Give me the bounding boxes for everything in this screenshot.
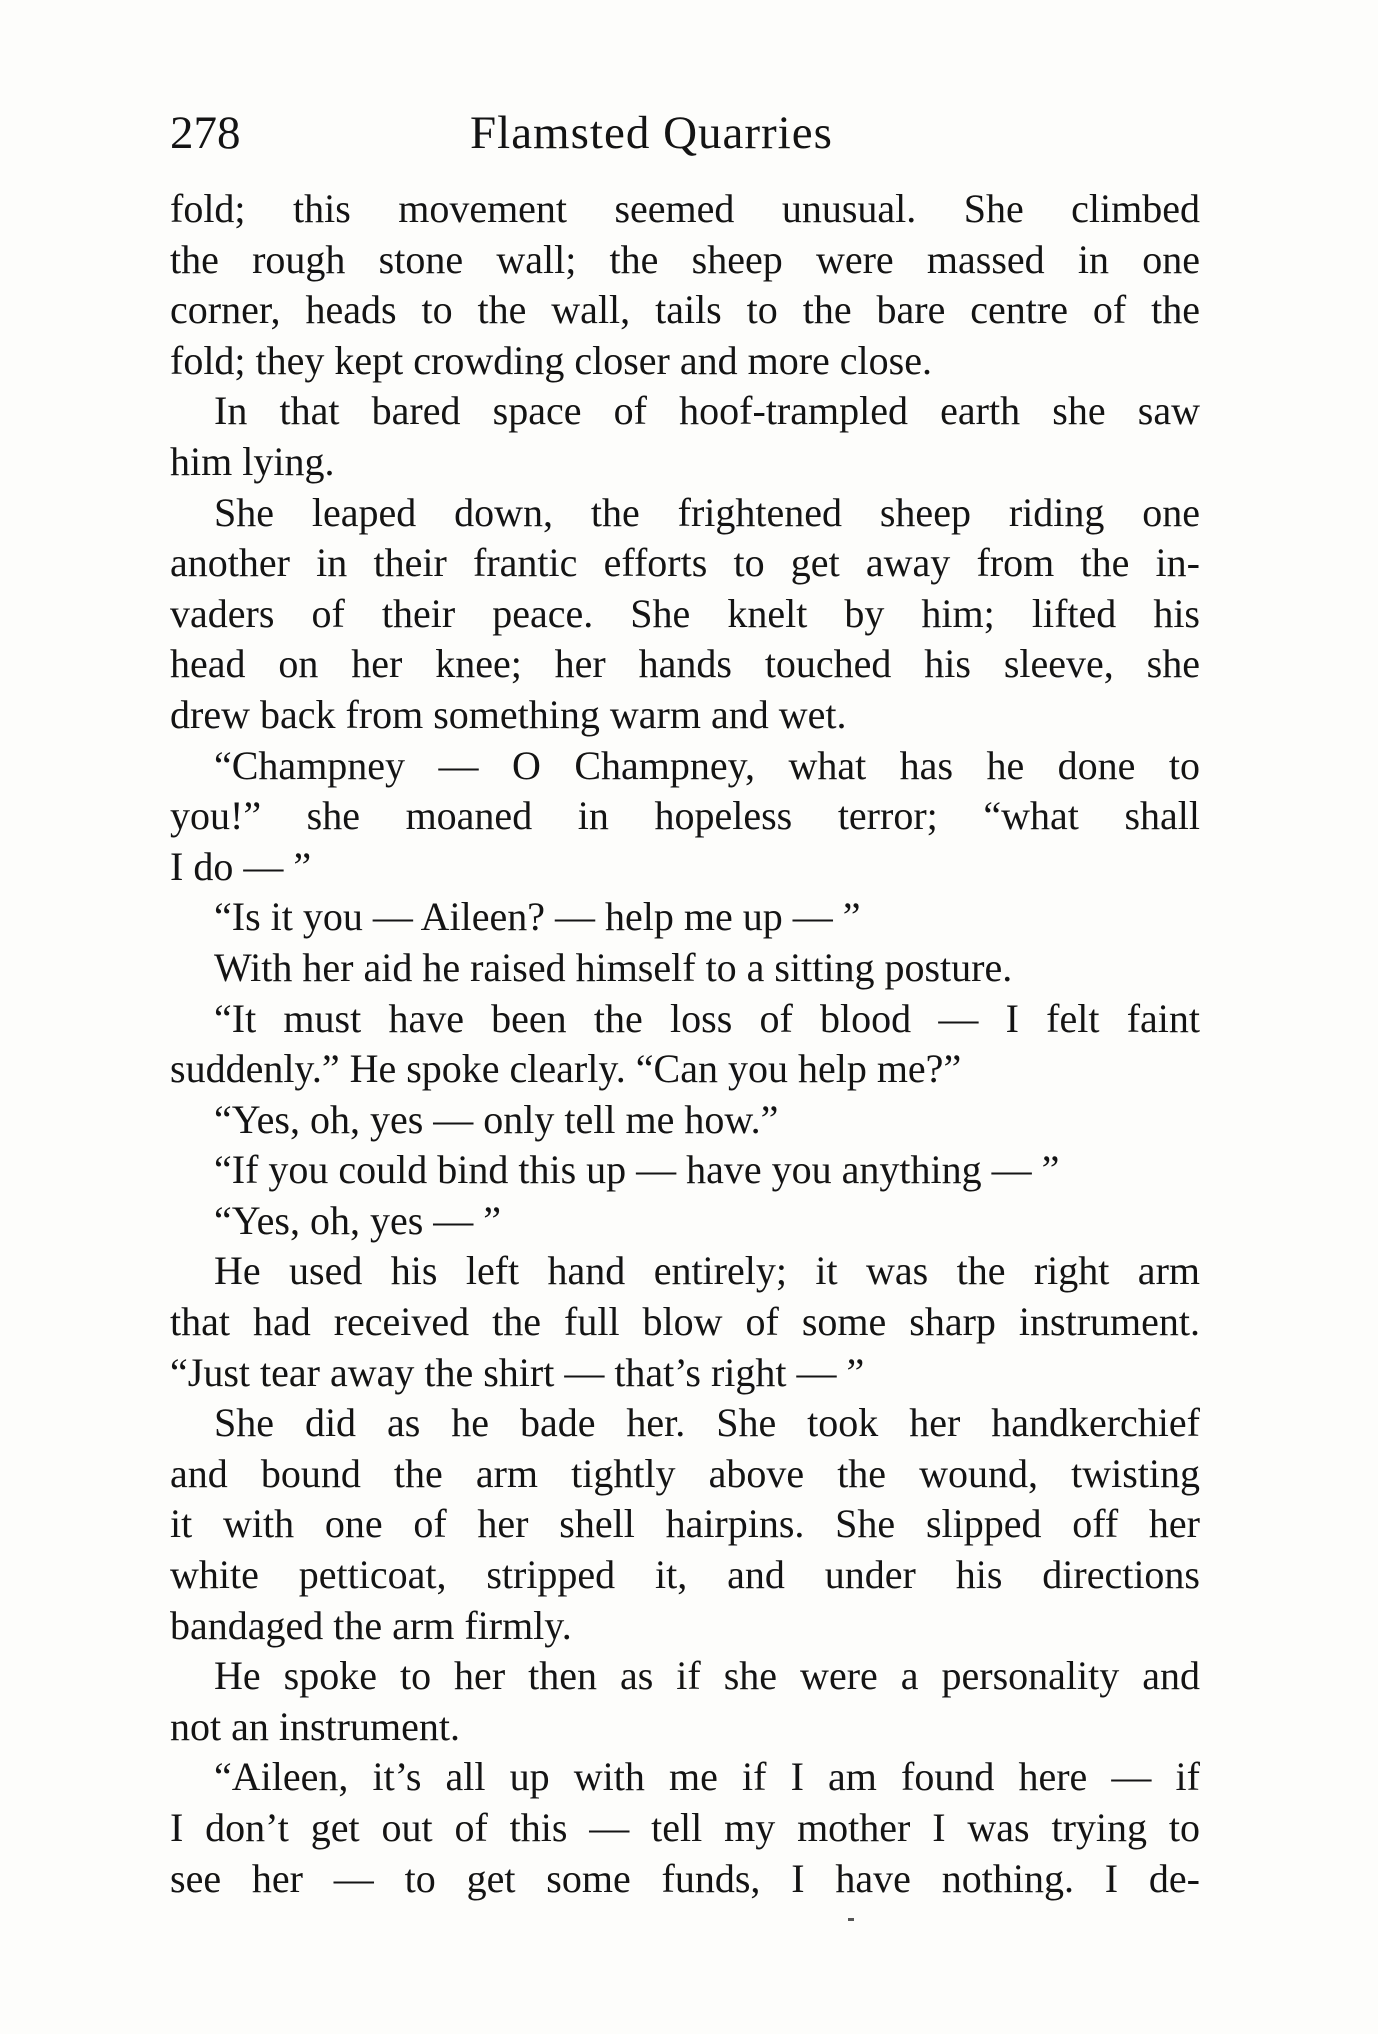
text-line: “It must have been the loss of blood — I felt faint	[214, 995, 1200, 1041]
text-line: He spoke to her then as if she were a personality and	[214, 1653, 1200, 1699]
text-line: drew back from something warm and wet.	[170, 691, 847, 737]
text-line: not an instrument.	[170, 1703, 460, 1749]
text-line: I do — ”	[170, 843, 312, 889]
text-line: “Yes, oh, yes — ”	[214, 1197, 502, 1243]
text-line: you!” she moaned in hopeless terror; “what shall	[170, 793, 1200, 839]
text-line: it with one of her shell hairpins. She slipped off her	[170, 1501, 1200, 1547]
running-title: Flamsted Quarries	[470, 107, 833, 159]
body-text	[170, 184, 1200, 1904]
text-line: fold; this movement seemed unusual. She climbed	[170, 186, 1200, 231]
text-line: She leaped down, the frightened sheep riding one	[214, 489, 1200, 535]
text-line: vaders of their peace. She knelt by him; lifted his	[170, 590, 1200, 636]
printer-mark	[848, 1918, 854, 1921]
text-line: and bound the arm tightly above the wound, twisting	[170, 1450, 1200, 1496]
text-line: white petticoat, stripped it, and under his directions	[170, 1552, 1200, 1598]
text-line: corner, heads to the wall, tails to the bare centre of the	[170, 287, 1200, 333]
text-line: I don’t get out of this — tell my mother I was trying to	[170, 1805, 1200, 1850]
text-line: “Yes, oh, yes — only tell me how.”	[214, 1096, 779, 1142]
text-line: She did as he bade her. She took her handkerchief	[214, 1400, 1200, 1446]
text-line: him lying.	[170, 438, 335, 484]
text-line: “Just tear away the shirt — that’s right — ”	[170, 1349, 865, 1395]
text-line: fold; they kept crowding closer and more close.	[170, 337, 932, 383]
text-line: “Aileen, it’s all up with me if I am found here — if	[214, 1754, 1200, 1800]
text-line: With her aid he raised himself to a sitting posture.	[214, 944, 1013, 990]
text-line: the rough stone wall; the sheep were massed in one	[170, 236, 1200, 282]
text-line: another in their frantic efforts to get away from the in-	[170, 540, 1200, 586]
page-header	[170, 98, 1200, 168]
text-line: “Champney — O Champney, what has he done to	[214, 742, 1200, 788]
text-line: that had received the full blow of some sharp instrument.	[170, 1299, 1200, 1345]
text-line: “Is it you — Aileen? — help me up — ”	[214, 894, 861, 940]
text-line: see her — to get some funds, I have nothing. I de-	[170, 1855, 1200, 1901]
text-line: head on her knee; her hands touched his sleeve, she	[170, 641, 1200, 687]
text-line: He used his left hand entirely; it was the right arm	[214, 1248, 1200, 1294]
text-line: suddenly.” He spoke clearly. “Can you help me?”	[170, 1046, 962, 1092]
text-line: bandaged the arm firmly.	[170, 1602, 572, 1648]
page-number: 278	[170, 107, 241, 159]
text-line: In that bared space of hoof-trampled earth she saw	[214, 388, 1200, 434]
text-line: “If you could bind this up — have you anything — ”	[214, 1147, 1060, 1193]
